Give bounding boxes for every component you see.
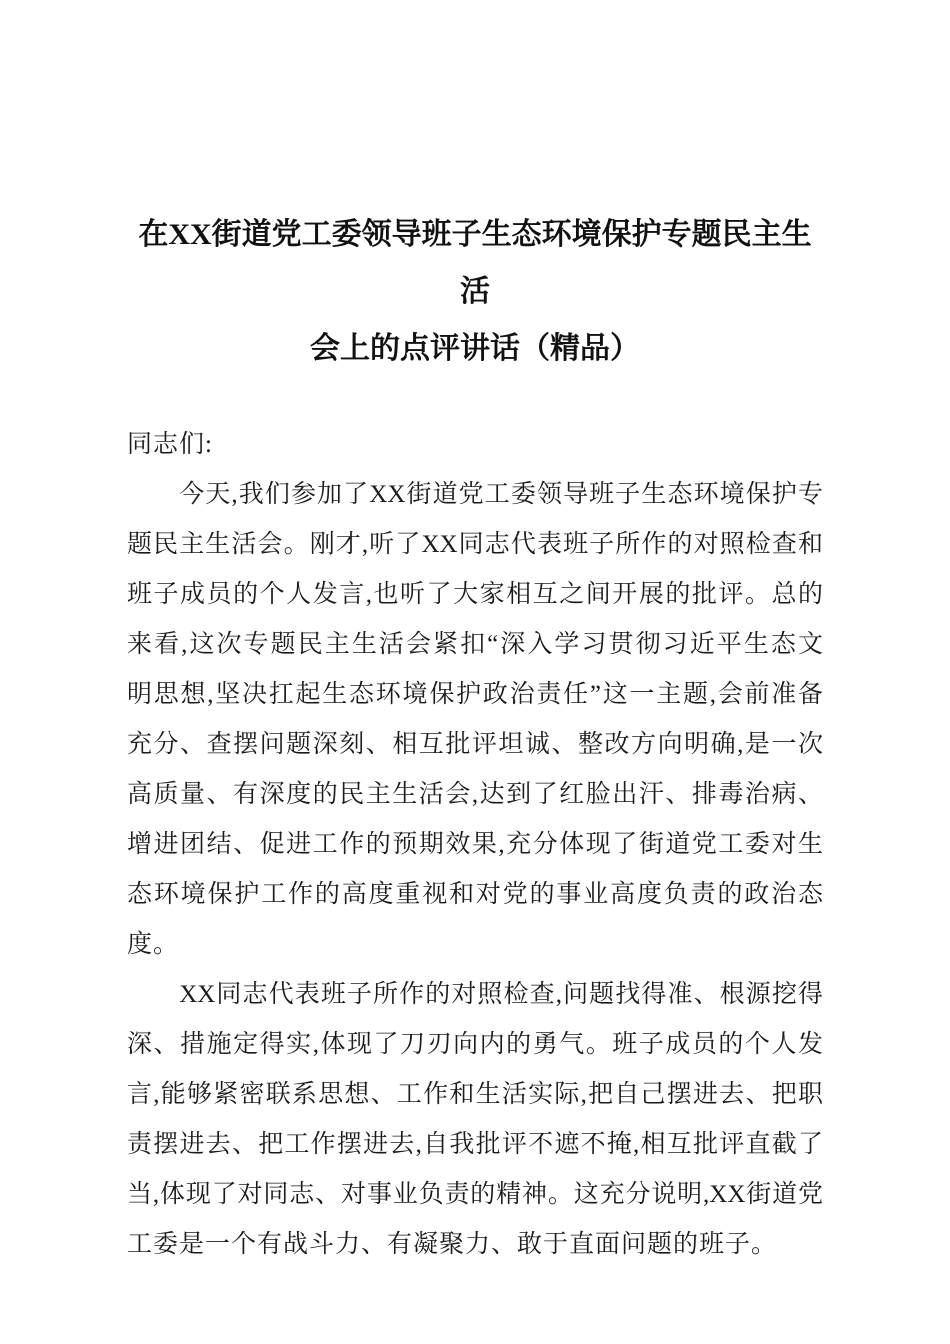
title-line-1: 在XX街道党工委领导班子生态环境保护专题民主生活: [138, 218, 812, 309]
text-line: 高质量、有深度的民主生活会,达到了红脸出汗、排毒治病、: [127, 781, 823, 809]
text-line: 明思想,坚决扛起生态环境保护政治责任”这一主题,会前准备: [127, 681, 823, 709]
text-line: 言,能够紧密联系思想、工作和生活实际,把自己摆进去、把职: [127, 1081, 823, 1109]
text-line-paragraph-end: 工委是一个有战斗力、有凝聚力、敢于直面问题的班子。: [127, 1231, 778, 1259]
text-line: 态环境保护工作的高度重视和对党的事业高度负责的政治态: [127, 881, 823, 909]
text-line: 责摆进去、把工作摆进去,自我批评不遮不掩,相互批评直截了: [127, 1131, 823, 1159]
title-line-2: 会上的点评讲话（精品）: [310, 332, 640, 366]
text-line: 增进团结、促进工作的预期效果,充分体现了街道党工委对生: [127, 831, 823, 859]
text-line: XX同志代表班子所作的对照检查,问题找得准、根源挖得: [127, 981, 823, 1009]
text-line-paragraph-end: 度。: [127, 931, 180, 959]
text-line: 充分、查摆问题深刻、相互批评坦诚、整改方向明确,是一次: [127, 731, 823, 759]
text-line: 深、措施定得实,体现了刀刃向内的勇气。班子成员的个人发: [127, 1031, 823, 1059]
document-title: [127, 206, 823, 377]
document-body: [127, 420, 823, 1270]
text-line: 今天,我们参加了XX街道党工委领导班子生态环境保护专: [127, 481, 823, 509]
text-line-salutation: 同志们:: [127, 431, 213, 459]
text-line: 班子成员的个人发言,也听了大家相互之间开展的批评。总的: [127, 581, 823, 609]
text-line: 题民主生活会。刚才,听了XX同志代表班子所作的对照检查和: [127, 531, 823, 559]
text-line: 当,体现了对同志、对事业负责的精神。这充分说明,XX街道党: [127, 1181, 823, 1209]
text-line: 来看,这次专题民主生活会紧扣“深入学习贯彻习近平生态文: [127, 631, 823, 659]
